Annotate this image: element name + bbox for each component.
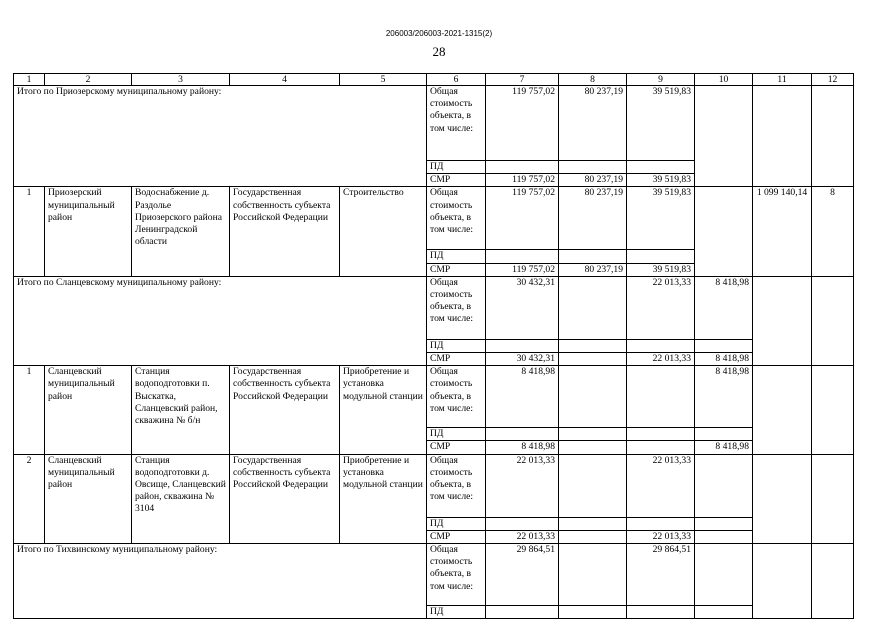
smr-label: СМР (427, 530, 486, 543)
cell-value (559, 530, 627, 543)
total-label: Общая стоимость объекта, в том числе: (427, 187, 486, 250)
cell-value: 39 519,83 (627, 187, 695, 250)
cell-value (486, 250, 559, 263)
cell-value (559, 353, 627, 366)
total-label: Общая стоимость объекта, в том числе: (427, 86, 486, 161)
cell-value: 80 237,19 (559, 86, 627, 161)
col-header: 11 (753, 74, 812, 86)
cell-value: 119 757,02 (486, 187, 559, 250)
col-header: 1 (14, 74, 45, 86)
cell-value (695, 606, 753, 619)
cell-value: 119 757,02 (486, 174, 559, 187)
total-label: Общая стоимость объекта, в том числе: (427, 366, 486, 428)
table-row (14, 454, 854, 517)
cell-value (812, 86, 854, 187)
object-cell: Станция водоподготовки д. Овсище, Сланцевский район, скважина № 3104 (132, 454, 230, 543)
cell-value: 80 237,19 (559, 174, 627, 187)
cell-value (559, 339, 627, 352)
cell-value: 39 519,83 (627, 86, 695, 161)
cell-value: 22 013,33 (627, 530, 695, 543)
cell-value: 22 013,33 (627, 353, 695, 366)
total-label: Общая стоимость объекта, в том числе: (427, 276, 486, 339)
cell-value (559, 606, 627, 619)
cell-value (559, 161, 627, 174)
cell-value: 1 099 140,14 (753, 187, 812, 276)
cell-value (753, 544, 812, 619)
cell-value (559, 428, 627, 441)
col-header: 8 (559, 74, 627, 86)
ownership-cell: Государственная собственность субъекта Российской Федерации (230, 187, 340, 276)
cell-value (627, 441, 695, 454)
cell-value: 8 418,98 (695, 441, 753, 454)
cell-value (753, 276, 812, 365)
cell-value (812, 454, 854, 543)
cell-value (627, 250, 695, 263)
col-header: 5 (340, 74, 427, 86)
cell-value (695, 517, 753, 530)
district-cell: Сланцевский муниципальный район (45, 454, 132, 543)
cell-value: 8 418,98 (695, 353, 753, 366)
cell-value (695, 428, 753, 441)
section-title: Итого по Тихвинскому муниципальному району: (14, 544, 427, 619)
cell-value: 30 432,31 (486, 276, 559, 339)
district-cell: Сланцевский муниципальный район (45, 366, 132, 454)
cell-value: 8 418,98 (695, 366, 753, 428)
cell-value (627, 366, 695, 428)
cell-value (627, 606, 695, 619)
investment-table (13, 73, 854, 619)
pd-label: ПД (427, 428, 486, 441)
cell-value (695, 530, 753, 543)
cell-value: 119 757,02 (486, 86, 559, 161)
cell-value (486, 517, 559, 530)
cell-value: 29 864,51 (627, 544, 695, 606)
district-cell: Приозерский муниципальный район (45, 187, 132, 276)
cell-value (753, 454, 812, 543)
cell-value (559, 366, 627, 428)
cell-value (559, 454, 627, 517)
section-title: Итого по Сланцевскому муниципальному району: (14, 276, 427, 365)
cell-value (559, 276, 627, 339)
cell-value: 80 237,19 (559, 263, 627, 276)
row-number: 1 (14, 366, 45, 454)
col-header: 7 (486, 74, 559, 86)
object-cell: Станция водоподготовки п. Выскатка, Сланцевский район, скважина № б/н (132, 366, 230, 454)
cell-value (486, 428, 559, 441)
pd-label: ПД (427, 161, 486, 174)
cell-value: 22 013,33 (627, 454, 695, 517)
col-header: 4 (230, 74, 340, 86)
page-number: 28 (432, 44, 446, 59)
ownership-cell: Государственная собственность субъекта Российской Федерации (230, 454, 340, 543)
smr-label: СМР (427, 441, 486, 454)
cell-value (627, 428, 695, 441)
cell-value: 22 013,33 (486, 530, 559, 543)
cell-value (695, 454, 753, 517)
cell-value (559, 517, 627, 530)
table-row (14, 86, 854, 161)
cell-value (695, 187, 753, 276)
cell-value (627, 339, 695, 352)
cell-value: 39 519,83 (627, 263, 695, 276)
cell-value (753, 366, 812, 454)
cell-value (486, 339, 559, 352)
cell-value (559, 250, 627, 263)
cell-value: 22 013,33 (486, 454, 559, 517)
smr-label: СМР (427, 174, 486, 187)
col-header: 3 (132, 74, 230, 86)
table-row (14, 276, 854, 339)
col-header: 2 (45, 74, 132, 86)
cell-value (559, 441, 627, 454)
row-number: 1 (14, 187, 45, 276)
cell-value (695, 339, 753, 352)
col-header: 10 (695, 74, 753, 86)
document-number: 206003/206003-2021-1315(2) (385, 29, 493, 38)
cell-value: 22 013,33 (627, 276, 695, 339)
total-label: Общая стоимость объекта, в том числе: (427, 544, 486, 606)
cell-value: 8 418,98 (486, 366, 559, 428)
cell-value: 8 418,98 (695, 276, 753, 339)
work-type-cell: Строительство (340, 187, 427, 276)
col-header: 6 (427, 74, 486, 86)
cell-value (812, 544, 854, 619)
ownership-cell: Государственная собственность субъекта Российской Федерации (230, 366, 340, 454)
cell-value: 8 (812, 187, 854, 276)
smr-label: СМР (427, 263, 486, 276)
table-row (14, 366, 854, 428)
cell-value (486, 606, 559, 619)
cell-value: 29 864,51 (486, 544, 559, 606)
col-header: 12 (812, 74, 854, 86)
row-number: 2 (14, 454, 45, 543)
cell-value: 30 432,31 (486, 353, 559, 366)
work-type-cell: Приобретение и установка модульной станции (340, 366, 427, 454)
cell-value (627, 161, 695, 174)
cell-value: 119 757,02 (486, 263, 559, 276)
cell-value: 80 237,19 (559, 187, 627, 250)
cell-value (812, 366, 854, 454)
work-type-cell: Приобретение и установка модульной станции (340, 454, 427, 543)
smr-label: СМР (427, 353, 486, 366)
table-row (14, 187, 854, 250)
pd-label: ПД (427, 250, 486, 263)
object-cell: Водоснабжение д. Раздолье Приозерского района Ленинградской области (132, 187, 230, 276)
cell-value (753, 86, 812, 187)
cell-value (627, 517, 695, 530)
section-title: Итого по Приозерскому муниципальному району: (14, 86, 427, 187)
cell-value: 39 519,83 (627, 174, 695, 187)
cell-value (486, 161, 559, 174)
column-number-row (14, 74, 854, 86)
pd-label: ПД (427, 517, 486, 530)
cell-value (695, 86, 753, 187)
pd-label: ПД (427, 606, 486, 619)
cell-value (695, 544, 753, 606)
cell-value (812, 276, 854, 365)
pd-label: ПД (427, 339, 486, 352)
col-header: 9 (627, 74, 695, 86)
cell-value (559, 544, 627, 606)
table-row (14, 544, 854, 606)
cell-value: 8 418,98 (486, 441, 559, 454)
total-label: Общая стоимость объекта, в том числе: (427, 454, 486, 517)
